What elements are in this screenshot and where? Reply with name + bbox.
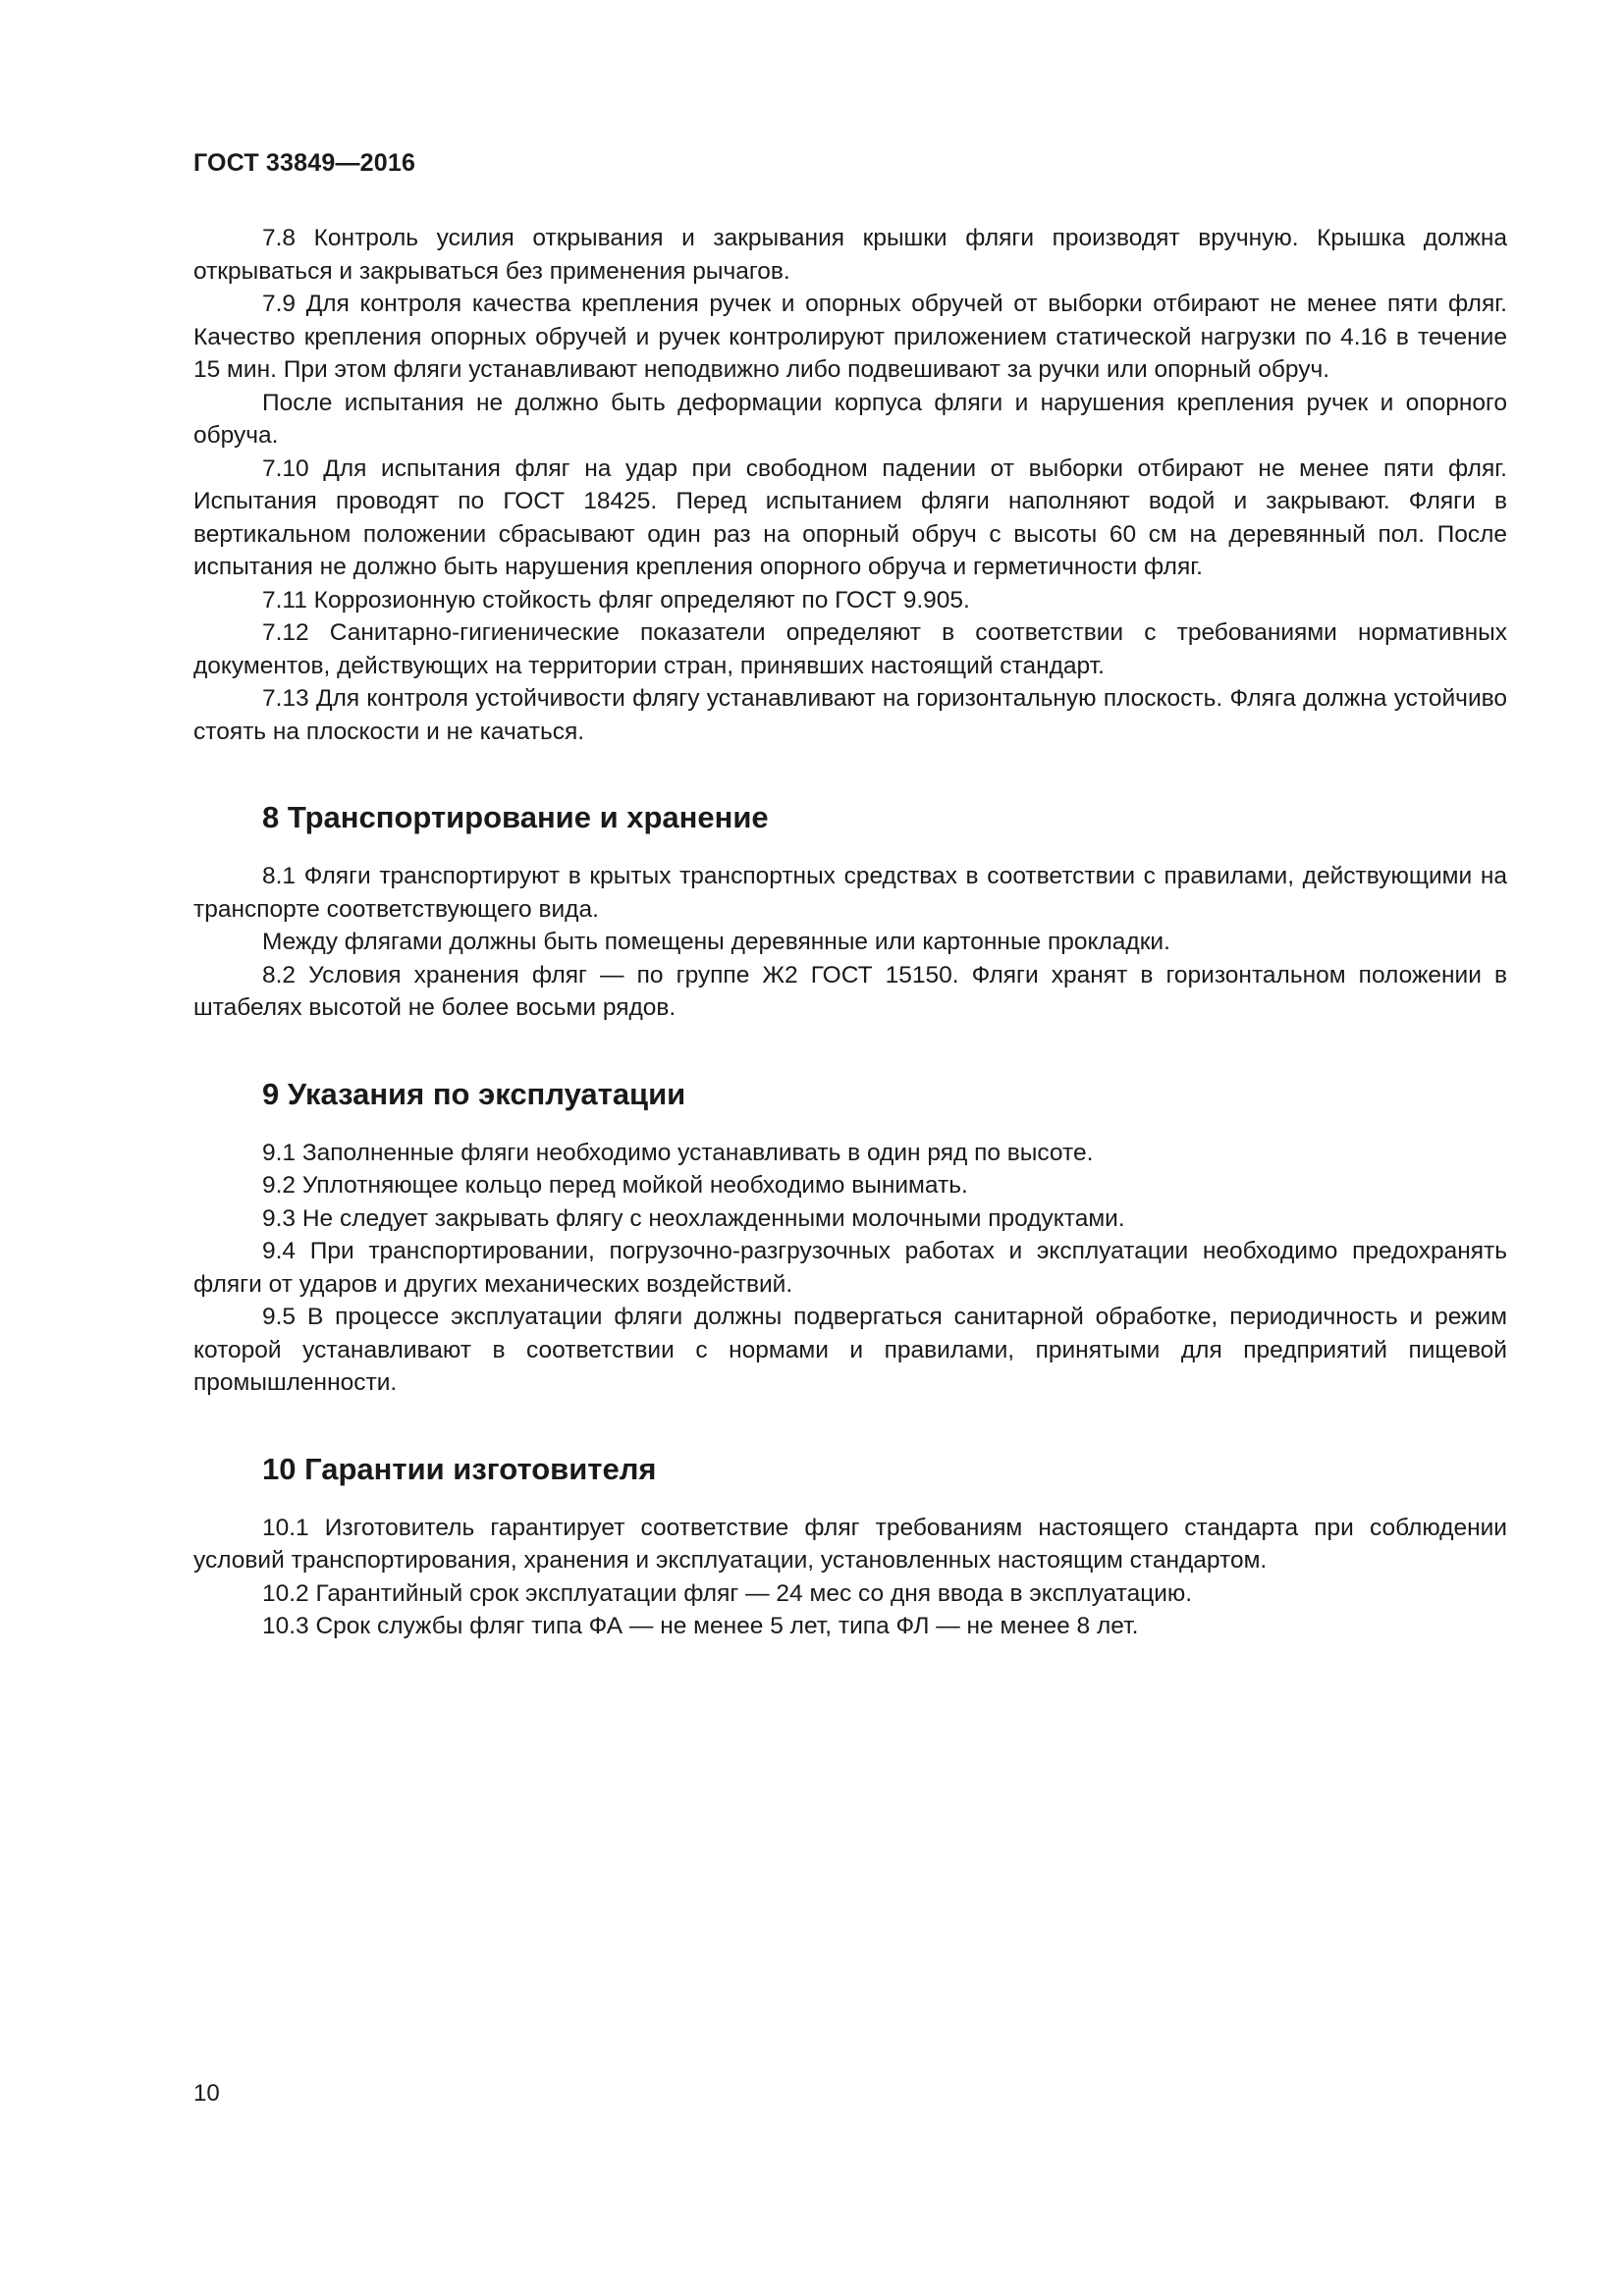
- paragraph-7-13: 7.13 Для контроля устойчивости флягу устанавливают на горизонтальную плоскость. Фляга должна устойчиво стоять на плоскости и не качаться.: [193, 685, 1507, 745]
- paragraph-7-9-after: После испытания не должно быть деформации корпуса фляги и нарушения крепления ручек и опорного обруча.: [193, 389, 1507, 449]
- paragraph-10-2: 10.2 Гарантийный срок эксплуатации фляг — 24 мес со дня ввода в эксплуатацию.: [262, 1579, 1193, 1607]
- paragraph-7-10: 7.10 Для испытания фляг на удар при свободном падении от выборки отбирают не менее пяти фляг. Испытания проводят по ГОСТ 18425. Перед испытанием фляги наполняют водой и закрывают. Фляги в вертикальном положении сбрасывают один раз на опорный обруч с высоты 60 см на деревянный пол. После испытания не должно быть нарушения крепления опорного обруча и герметичности фляг.: [193, 454, 1507, 580]
- section-9-heading: 9 Указания по эксплуатации: [262, 1076, 686, 1111]
- paragraph-9-3: 9.3 Не следует закрывать флягу с неохлажденными молочными продуктами.: [262, 1204, 1125, 1232]
- paragraph-10-3: 10.3 Срок службы фляг типа ФА — не менее 5 лет, типа ФЛ — не менее 8 лет.: [262, 1613, 1139, 1639]
- document-body: [193, 222, 1507, 1643]
- page-number: 10: [193, 2080, 220, 2107]
- section-10-heading: 10 Гарантии изготовителя: [262, 1451, 657, 1486]
- paragraph-7-11: 7.11 Коррозионную стойкость фляг определяют по ГОСТ 9.905.: [262, 586, 970, 614]
- paragraph-7-12: 7.12 Санитарно-гигиенические показатели определяют в соответствии с требованиями нормативных документов, действующих на территории стран, принявших настоящий стандарт.: [193, 619, 1507, 679]
- paragraph-8-1: 8.1 Фляги транспортируют в крытых транспортных средствах в соответствии с правилами, действующими на транспорте соответствующего вида.: [193, 863, 1507, 923]
- document-code-header: ГОСТ 33849—2016: [193, 149, 416, 177]
- paragraph-7-8: 7.8 Контроль усилия открывания и закрывания крышки фляги производят вручную. Крышка должна открываться и закрываться без применения рычагов.: [193, 225, 1507, 285]
- paragraph-7-9: 7.9 Для контроля качества крепления ручек и опорных обручей от выборки отбирают не менее пяти фляг. Качество крепления опорных обручей и ручек контролируют приложением статической нагрузки по 4.16 в течение 15 мин. При этом фляги устанавливают неподвижно либо подвешивают за ручки или опорный обруч.: [193, 291, 1507, 383]
- paragraph-9-2: 9.2 Уплотняющее кольцо перед мойкой необходимо вынимать.: [262, 1172, 968, 1199]
- paragraph-8-2: 8.2 Условия хранения фляг — по группе Ж2 ГОСТ 15150. Фляги хранят в горизонтальном положении в штабелях высотой не более восьми рядов.: [193, 961, 1507, 1021]
- paragraph-9-5: 9.5 В процессе эксплуатации фляги должны подвергаться санитарной обработке, периодичность и режим которой устанавливают в соответствии с нормами и правилами, принятыми для предприятий пищевой промышленности.: [193, 1304, 1507, 1396]
- section-8-heading: 8 Транспортирование и хранение: [262, 800, 769, 834]
- paragraph-8-1-after: Между флягами должны быть помещены деревянные или картонные прокладки.: [262, 929, 1170, 955]
- paragraph-10-1: 10.1 Изготовитель гарантирует соответствие фляг требованиям настоящего стандарта при соблюдении условий транспортирования, хранения и эксплуатации, установленных настоящим стандартом.: [193, 1514, 1507, 1574]
- paragraph-9-1: 9.1 Заполненные фляги необходимо устанавливать в один ряд по высоте.: [262, 1139, 1094, 1166]
- paragraph-9-4: 9.4 При транспортировании, погрузочно-разгрузочных работах и эксплуатации необходимо предохранять фляги от ударов и других механических воздействий.: [193, 1238, 1507, 1298]
